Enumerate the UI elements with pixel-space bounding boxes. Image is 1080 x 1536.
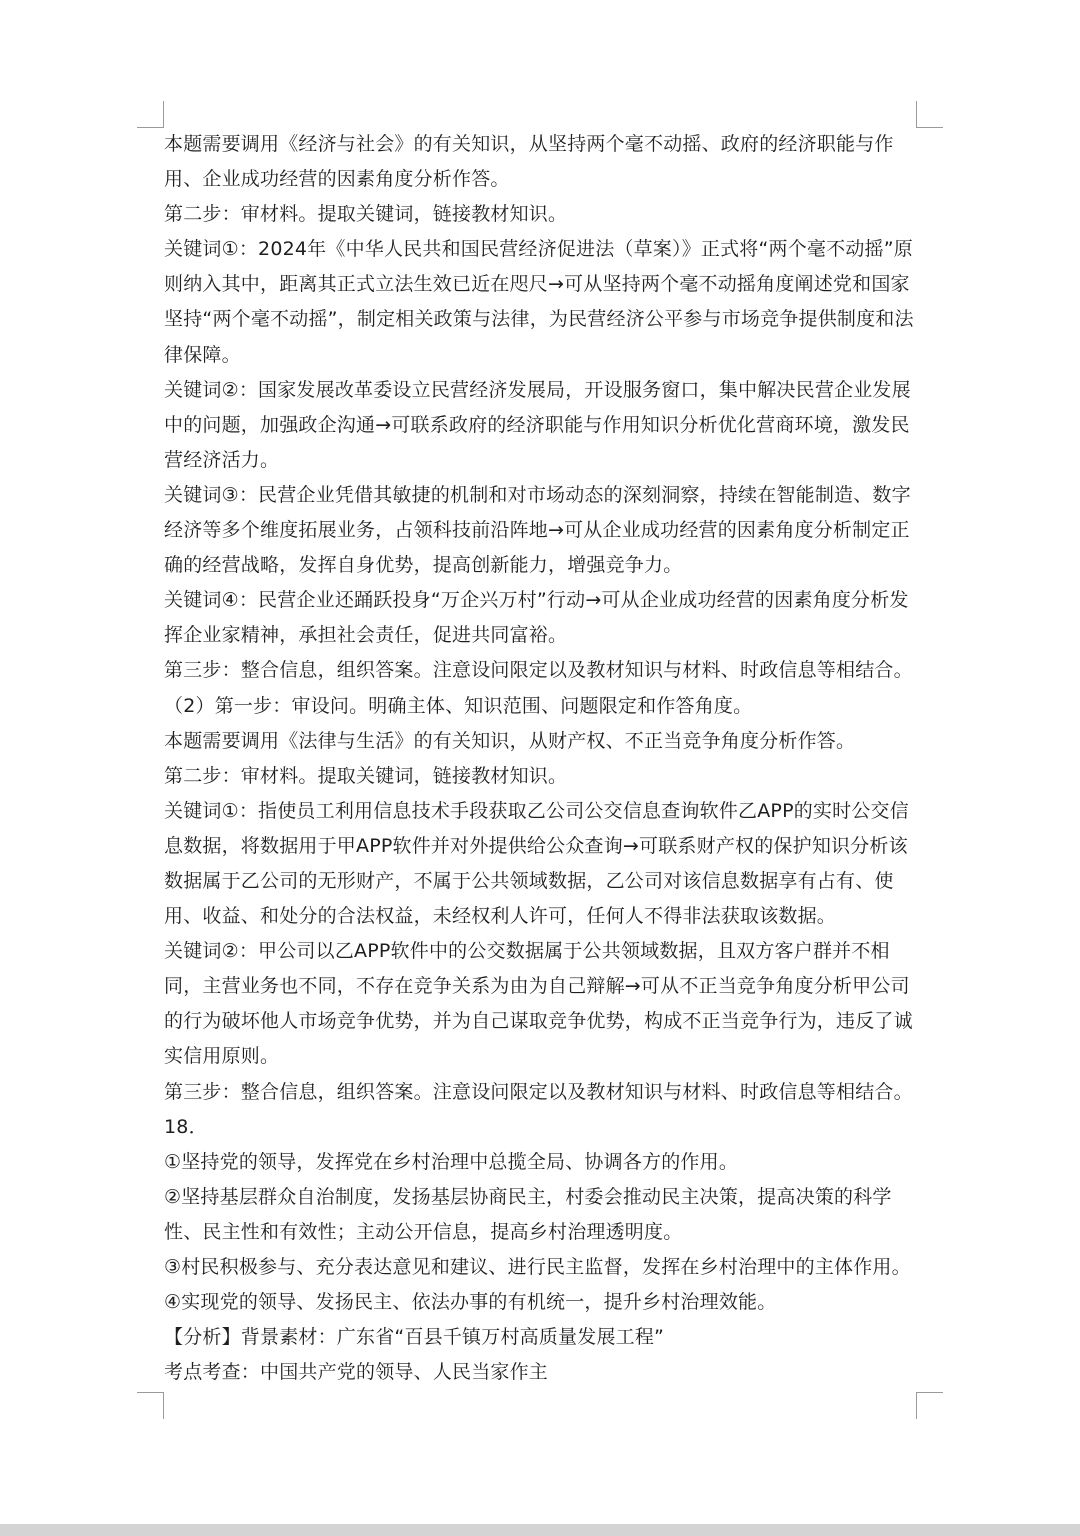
text-line: 确的经营战略，发挥自身优势，提高创新能力，增强竞争力。: [164, 554, 683, 577]
text-line: 息数据，将数据用于甲APP软件并对外提供给公众查询→可联系财产权的保护知识分析该: [164, 834, 908, 857]
text-line: 经济等多个维度拓展业务，占领科技前沿阵地→可从企业成功经营的因素角度分析制定正: [164, 519, 910, 542]
text-line: 坚持“两个毫不动摇”，制定相关政策与法律，为民营经济公平参与市场竞争提供制度和法: [164, 308, 914, 331]
margin-corner-top-left: [137, 101, 164, 128]
text-line: （2）第一步：审设问。明确主体、知识范围、问题限定和作答角度。: [164, 694, 753, 717]
text-line: 实信用原则。: [164, 1045, 280, 1068]
viewer-bottom-bar: [0, 1524, 1080, 1536]
text-line: 性、民主性和有效性；主动公开信息，提高乡村治理透明度。: [164, 1220, 683, 1243]
text-line: 第三步：整合信息，组织答案。注意设问限定以及教材知识与材料、时政信息等相结合。: [164, 659, 913, 682]
text-line: 考点考查：中国共产党的领导、人民当家作主: [164, 1361, 549, 1384]
text-line: ④实现党的领导、发扬民主、依法办事的有机统一，提升乡村治理效能。: [164, 1291, 777, 1314]
text-line: 数据属于乙公司的无形财产，不属于公共领域数据，乙公司对该信息数据享有占有、使: [164, 869, 894, 892]
text-line: 本题需要调用《法律与生活》的有关知识，从财产权、不正当竞争角度分析作答。: [164, 729, 856, 752]
text-line: 【分析】背景素材：广东省“百县千镇万村高质量发展工程”: [164, 1326, 665, 1349]
text-line: ②坚持基层群众自治制度，发扬基层协商民主，村委会推动民主决策，提高决策的科学: [164, 1185, 892, 1208]
text-line: 第三步：整合信息，组织答案。注意设问限定以及教材知识与材料、时政信息等相结合。: [164, 1080, 913, 1103]
text-line: 关键词③：民营企业凭借其敏捷的机制和对市场动态的深刻洞察，持续在智能制造、数字: [164, 483, 911, 506]
text-line: 关键词②：甲公司以乙APP软件中的公交数据属于公共领域数据，且双方客户群并不相: [164, 940, 890, 963]
text-line: 中的问题，加强政企沟通→可联系政府的经济职能与作用知识分析优化营商环境，激发民: [164, 413, 910, 436]
text-line: 第二步：审材料。提取关键词，链接教材知识。: [164, 764, 568, 787]
text-line: 第二步：审材料。提取关键词，链接教材知识。: [164, 203, 568, 226]
text-line: 用、企业成功经营的因素角度分析作答。: [164, 168, 510, 191]
text-line: ③村民积极参与、充分表达意见和建议、进行民主监督，发挥在乡村治理中的主体作用。: [164, 1256, 911, 1278]
margin-corner-top-right: [916, 101, 943, 128]
text-line: 关键词①：2024年《中华人民共和国民营经济促进法（草案）》正式将“两个毫不动摇”原: [164, 238, 913, 261]
text-line: 同，主营业务也不同，不存在竞争关系为由为自己辩解→可从不正当竞争角度分析甲公司: [164, 975, 910, 998]
text-line: 律保障。: [164, 343, 241, 366]
text-line: 的行为破坏他人市场竞争优势，并为自己谋取竞争优势，构成不正当竞争行为，违反了诚: [164, 1010, 913, 1033]
text-line: ①坚持党的领导，发挥党在乡村治理中总揽全局、协调各方的作用。: [164, 1150, 739, 1173]
text-line: 关键词④：民营企业还踊跃投身“万企兴万村”行动→可从企业成功经营的因素角度分析发: [164, 589, 909, 612]
text-line: 本题需要调用《经济与社会》的有关知识，从坚持两个毫不动摇、政府的经济职能与作: [164, 133, 894, 155]
text-line: 关键词②：国家发展改革委设立民营经济发展局，开设服务窗口，集中解决民营企业发展: [164, 378, 911, 401]
text-line: 营经济活力。: [164, 448, 280, 471]
margin-corner-bottom-right: [916, 1392, 943, 1419]
text-line: 用、收益、和处分的合法权益，未经权利人许可，任何人不得非法获取该数据。: [164, 905, 837, 928]
text-line: 挥企业家精神，承担社会责任，促进共同富裕。: [164, 624, 568, 647]
text-line: 关键词①：指使员工利用信息技术手段获取乙公司公交信息查询软件乙APP的实时公交信: [164, 799, 909, 822]
text-line: 则纳入其中，距离其正式立法生效已近在咫尺→可从坚持两个毫不动摇角度阐述党和国家: [164, 273, 910, 296]
document-body: [164, 127, 912, 1390]
margin-corner-bottom-left: [137, 1392, 164, 1419]
text-line: 18．: [164, 1115, 208, 1138]
